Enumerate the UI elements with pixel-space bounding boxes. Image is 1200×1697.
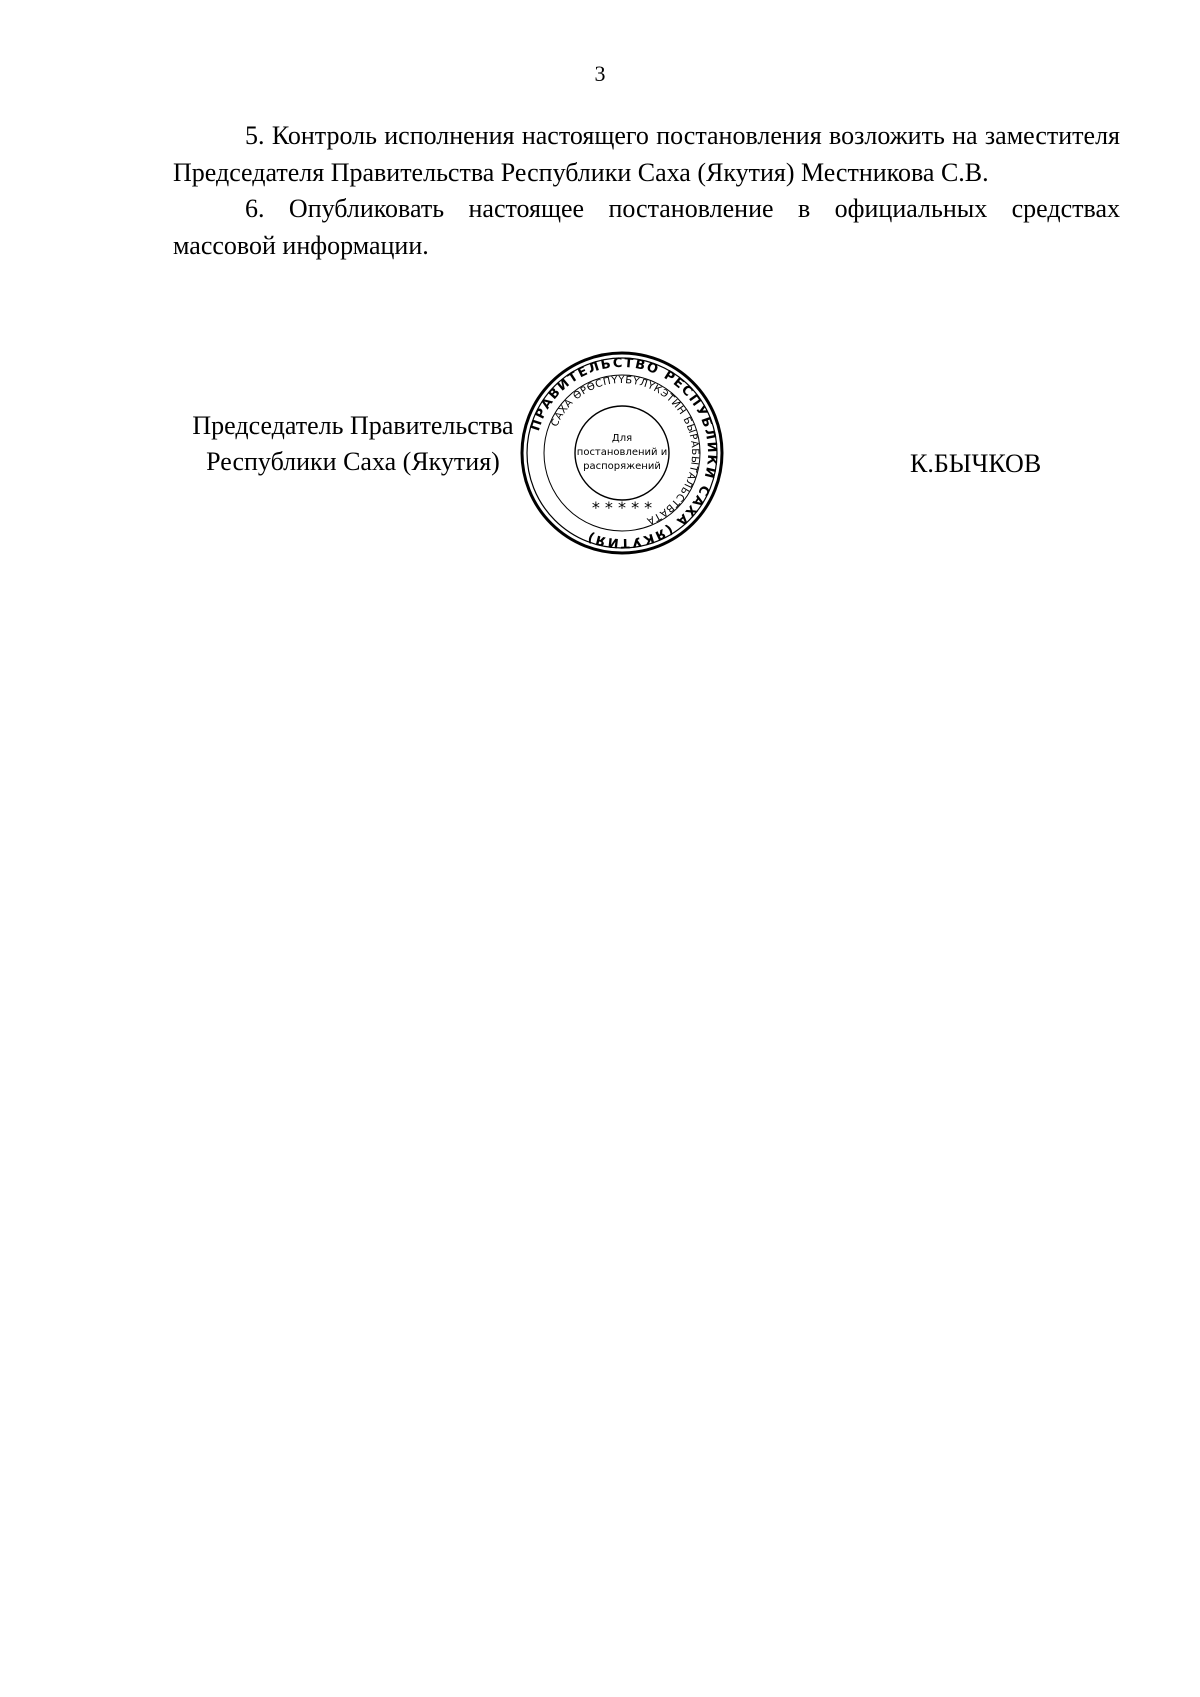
seal-center-line-2: постановлений и: [576, 447, 668, 458]
seal-outer-text: ПРАВИТЕЛЬСТВО РЕСПУБЛИКИ САХА (ЯКУТИЯ): [528, 355, 720, 551]
signatory-position-line-2: Республики Саха (Якутия): [206, 447, 500, 476]
seal-center-line-1: Для: [611, 433, 633, 444]
paragraph-5: 5. Контроль исполнения настоящего постановления возложить на заместителя Председателя Правительства Республики Саха (Якутия) Местникова С.В.: [173, 121, 1120, 187]
official-seal: [519, 350, 725, 556]
signatory-position: [173, 408, 533, 480]
seal-center-line-3: распоряжений: [583, 461, 661, 472]
seal-graphic: [519, 350, 725, 556]
signatory-name: К.БЫЧКОВ: [910, 449, 1042, 478]
signatory-position-line-1: Председатель Правительства: [192, 411, 514, 440]
page-number: 3: [594, 61, 606, 86]
seal-stars: * * * * *: [591, 498, 653, 517]
paragraph-6: 6. Опубликовать настоящее постановление в официальных средствах массовой информации.: [173, 194, 1120, 260]
document-body: [173, 118, 1120, 264]
seal-inner-text: САХА ӨРӨСПҮҮБҮЛҮКЭТИН БЫРАБЫТАЛЬСТВАТА: [549, 374, 701, 527]
